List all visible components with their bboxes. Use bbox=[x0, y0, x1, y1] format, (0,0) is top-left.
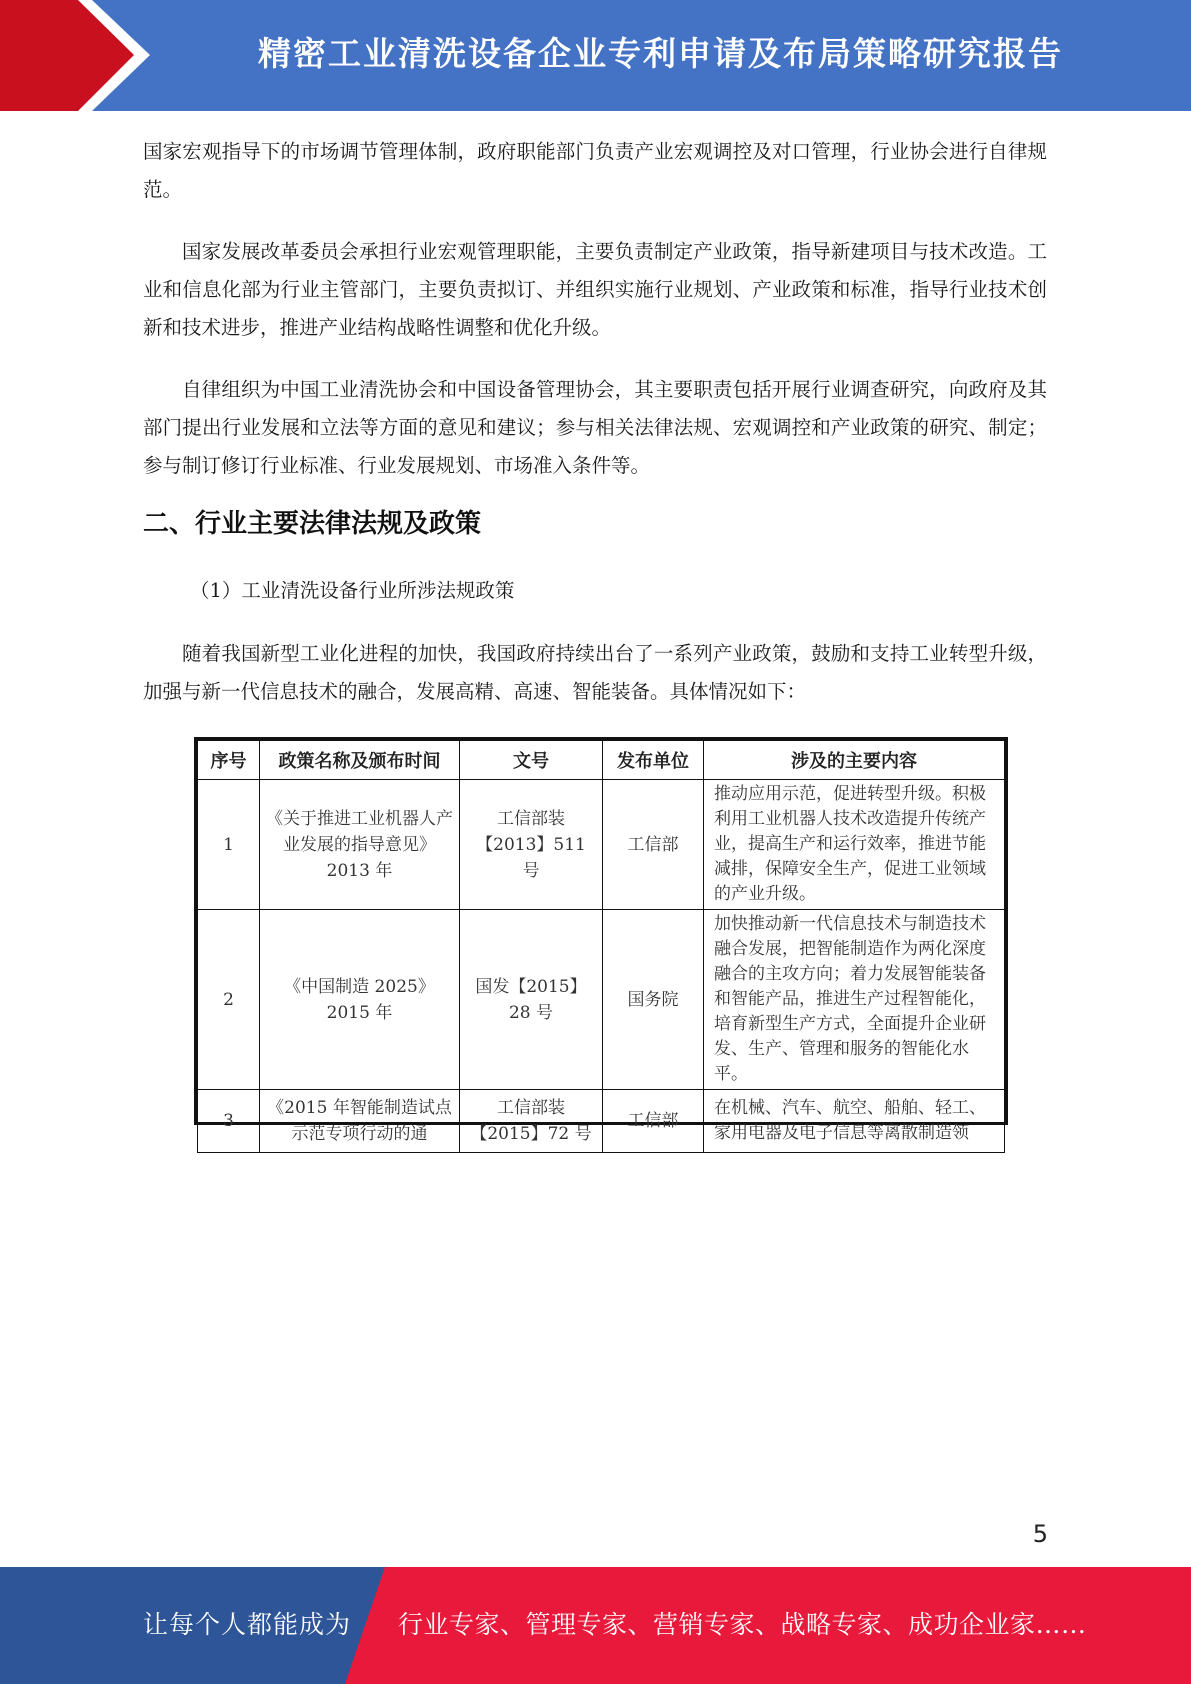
header-arrow-decoration bbox=[0, 0, 160, 111]
footer-slogan-right: 行业专家、管理专家、营销专家、战略专家、成功企业家…… bbox=[398, 1610, 1087, 1639]
row-number: 1 bbox=[198, 780, 260, 910]
policy-name-cell bbox=[260, 1090, 460, 1153]
issuer: 工信部 bbox=[603, 1090, 704, 1153]
page-header bbox=[0, 0, 1191, 111]
header-name: 政策名称及颁布时间 bbox=[260, 741, 460, 780]
paragraph-1: 国家宏观指导下的市场调节管理体制，政府职能部门负责产业宏观调控及对口管理，行业协会进行自律规范。 bbox=[143, 140, 1047, 201]
table-row bbox=[198, 1090, 1005, 1153]
subheading: （1）工业清洗设备行业所涉法规政策 bbox=[190, 579, 515, 602]
page-number: 5 bbox=[1032, 1520, 1048, 1548]
policy-name: 《2015 年智能制造试点示范专项行动的通 bbox=[267, 1098, 452, 1144]
intro-paragraph: 随着我国新型工业化进程的加快，我国政府持续出台了一系列产业政策，鼓励和支持工业转型升级，加强与新一代信息技术的融合，发展高精、高速、智能装备。具体情况如下： bbox=[143, 642, 1047, 703]
table-header-row bbox=[198, 741, 1005, 780]
issuer: 国务院 bbox=[603, 910, 704, 1090]
policy-table bbox=[194, 737, 1008, 1144]
header-no: 序号 bbox=[198, 741, 260, 780]
page-footer bbox=[0, 1567, 1191, 1684]
document-number: 国发【2015】28 号 bbox=[460, 910, 603, 1090]
policy-name-cell bbox=[260, 780, 460, 910]
header-content: 涉及的主要内容 bbox=[704, 741, 1005, 780]
issuer: 工信部 bbox=[603, 780, 704, 910]
policy-name: 《中国制造 2025》 bbox=[284, 976, 435, 997]
policy-name: 《关于推进工业机器人产业发展的指导意见》 bbox=[266, 808, 453, 855]
document-number: 工信部装【2013】511 号 bbox=[460, 780, 603, 910]
header-issuer: 发布单位 bbox=[603, 741, 704, 780]
report-title: 精密工业清洗设备企业专利申请及布局策略研究报告 bbox=[258, 34, 1063, 73]
table-row bbox=[198, 780, 1005, 910]
table-row bbox=[198, 910, 1005, 1090]
paragraph-3: 自律组织为中国工业清洗协会和中国设备管理协会，其主要职责包括开展行业调查研究，向政府及其部门提出行业发展和立法等方面的意见和建议；参与相关法律法规、宏观调控和产业政策的研究、制定；参与制订修订行业标准、行业发展规划、市场准入条件等。 bbox=[143, 378, 1047, 477]
footer-slogan-left: 让每个人都能成为 bbox=[143, 1610, 352, 1639]
row-number: 2 bbox=[198, 910, 260, 1090]
policy-name-cell bbox=[260, 910, 460, 1090]
policy-content: 推动应用示范，促进转型升级。积极利用工业机器人技术改造提升传统产业，提高生产和运行效率，推进节能减排，保障安全生产，促进工业领域的产业升级。 bbox=[704, 780, 1005, 910]
policy-content: 在机械、汽车、航空、船舶、轻工、家用电器及电子信息等离散制造领 bbox=[704, 1090, 1005, 1153]
paragraph-2: 国家发展改革委员会承担行业宏观管理职能，主要负责制定产业政策，指导新建项目与技术改造。工业和信息化部为行业主管部门，主要负责拟订、并组织实施行业规划、产业政策和标准，指导行业技术创新和技术进步，推进产业结构战略性调整和优化升级。 bbox=[143, 240, 1047, 339]
policy-content: 加快推动新一代信息技术与制造技术融合发展，把智能制造作为两化深度融合的主攻方向；着力发展智能装备和智能产品，推进生产过程智能化，培育新型生产方式，全面提升企业研发、生产、管理和服务的智能化水平。 bbox=[704, 910, 1005, 1090]
document-number: 工信部装【2015】72 号 bbox=[460, 1090, 603, 1153]
row-number: 3 bbox=[198, 1090, 260, 1153]
policy-year: 2013 年 bbox=[326, 860, 393, 881]
policy-year: 2015 年 bbox=[326, 1002, 393, 1023]
section-heading: 二、行业主要法律法规及政策 bbox=[143, 509, 482, 539]
header-doc: 文号 bbox=[460, 741, 603, 780]
